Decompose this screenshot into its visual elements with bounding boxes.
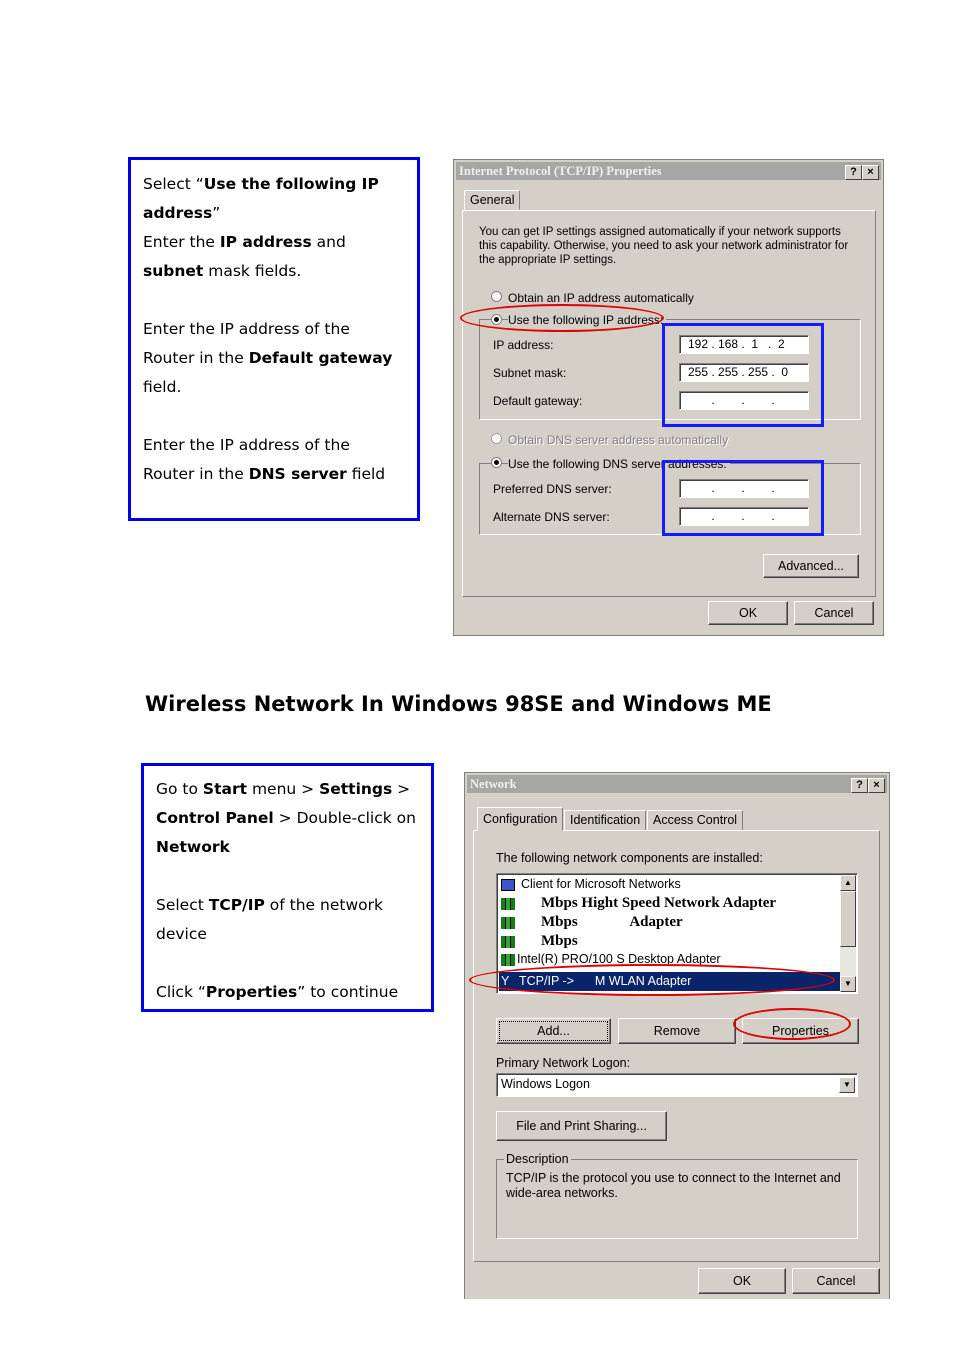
- network-adapter-icon: [501, 954, 515, 966]
- scroll-thumb[interactable]: [840, 891, 856, 947]
- dialog-title-bar: [456, 162, 881, 180]
- list-scrollbar[interactable]: [840, 875, 856, 992]
- help-button[interactable]: ?: [845, 165, 862, 180]
- tab-configuration[interactable]: Configuration: [477, 807, 563, 831]
- label-alternate-dns: Alternate DNS server:: [493, 510, 610, 524]
- installed-components-label: The following network components are installed:: [496, 851, 763, 865]
- configuration-tab-panel: [473, 830, 880, 1262]
- client-icon: [501, 879, 515, 891]
- label-obtain-ip-auto: Obtain an IP address automatically: [508, 291, 694, 305]
- instruction-open-network: Go to Start menu > Settings > Control Panel > Double-click on Network: [156, 780, 416, 856]
- scroll-down-arrow-icon[interactable]: ▼: [840, 976, 856, 992]
- dropdown-arrow-icon[interactable]: ▼: [839, 1077, 855, 1093]
- advanced-button[interactable]: Advanced...: [763, 554, 859, 578]
- intro-text: You can get IP settings assigned automatically if your network supports this capability. Otherwise, you need to ask your network administrator for the appropriate IP settings.: [479, 226, 849, 266]
- list-item[interactable]: Mbps Adapter: [501, 913, 683, 932]
- instruction-box-network: [141, 763, 434, 1012]
- list-item[interactable]: Client for Microsoft Networks: [501, 875, 681, 894]
- default-gateway-field[interactable]: . . .: [679, 391, 809, 410]
- highlight-dns-fields: [662, 460, 824, 536]
- label-obtain-dns-auto: Obtain DNS server address automatically: [508, 433, 729, 447]
- instruction-box-tcpip: [128, 157, 420, 521]
- radio-use-following-dns[interactable]: [491, 457, 502, 468]
- properties-button[interactable]: Properties: [742, 1018, 859, 1044]
- instruction-gateway: Enter the IP address of the Router in the Default gateway field.: [143, 320, 393, 396]
- label-default-gateway: Default gateway:: [493, 394, 583, 408]
- tab-identification[interactable]: Identification: [564, 810, 646, 831]
- network-adapter-icon: [501, 917, 515, 929]
- description-label: Description: [506, 1152, 569, 1166]
- scroll-up-arrow-icon[interactable]: ▲: [840, 875, 856, 891]
- list-item[interactable]: Intel(R) PRO/100 S Desktop Adapter: [501, 952, 721, 966]
- highlight-properties-button: [733, 1008, 851, 1040]
- network-ok-button[interactable]: OK: [698, 1268, 786, 1294]
- close-button[interactable]: ×: [862, 165, 879, 180]
- network-title-bar: [467, 775, 887, 793]
- primary-logon-select[interactable]: Windows Logon ▼: [496, 1073, 858, 1097]
- instruction-dns: Enter the IP address of the Router in the DNS server field: [143, 436, 386, 483]
- preferred-dns-field[interactable]: . . .: [679, 479, 809, 498]
- list-item-tcpip-selected[interactable]: Y TCP/IP -> M WLAN Adapter: [499, 972, 841, 991]
- network-close-button[interactable]: ×: [868, 778, 885, 793]
- cancel-button[interactable]: Cancel: [794, 601, 874, 625]
- instruction-select-tcpip: Select TCP/IP of the network device: [156, 896, 383, 943]
- network-adapter-icon: [501, 898, 515, 910]
- remove-button[interactable]: Remove: [618, 1018, 736, 1044]
- description-text: TCP/IP is the protocol you use to connect to the Internet and wide-area networks.: [506, 1171, 841, 1200]
- instruction-select-ip: Select “Use the following IP address”: [143, 175, 379, 222]
- network-dialog-title: Network: [470, 777, 517, 791]
- label-use-following-dns: Use the following DNS server addresses:: [508, 457, 730, 471]
- section-heading: Wireless Network In Windows 98SE and Windows ME: [145, 692, 772, 716]
- radio-obtain-dns-auto[interactable]: [491, 433, 502, 444]
- radio-obtain-ip-auto[interactable]: [491, 291, 502, 302]
- label-use-following-ip: Use the following IP address:: [508, 313, 666, 327]
- network-help-button[interactable]: ?: [851, 778, 868, 793]
- label-subnet-mask: Subnet mask:: [493, 366, 567, 380]
- ip-address-field[interactable]: 192 . 168 . 1 . 2: [679, 335, 809, 354]
- list-item[interactable]: Mbps: [501, 932, 578, 951]
- subnet-mask-field[interactable]: 255 . 255 . 255 . 0: [679, 363, 809, 382]
- network-adapter-icon: [501, 936, 515, 948]
- network-cancel-button[interactable]: Cancel: [792, 1268, 880, 1294]
- label-ip-address: IP address:: [493, 338, 554, 352]
- highlight-ip-fields: [662, 323, 824, 427]
- tab-access-control[interactable]: Access Control: [647, 810, 743, 831]
- alternate-dns-field[interactable]: . . .: [679, 507, 809, 526]
- primary-logon-label: Primary Network Logon:: [496, 1056, 631, 1070]
- add-button[interactable]: Add...: [496, 1018, 611, 1044]
- label-preferred-dns: Preferred DNS server:: [493, 482, 612, 496]
- instruction-click-properties: Click “Properties” to continue: [156, 983, 399, 1001]
- instruction-enter-ip: Enter the IP address and subnet mask fields.: [143, 233, 346, 280]
- highlight-use-ip-radio: [460, 304, 664, 332]
- highlight-tcpip-item: [469, 964, 835, 996]
- list-item[interactable]: Mbps Hight Speed Network Adapter: [501, 894, 776, 913]
- tab-general[interactable]: General: [464, 190, 520, 210]
- dialog-title: Internet Protocol (TCP/IP) Properties: [459, 164, 662, 178]
- file-print-sharing-button[interactable]: File and Print Sharing...: [496, 1111, 667, 1141]
- protocol-icon: Y: [501, 974, 510, 988]
- ok-button[interactable]: OK: [708, 601, 788, 625]
